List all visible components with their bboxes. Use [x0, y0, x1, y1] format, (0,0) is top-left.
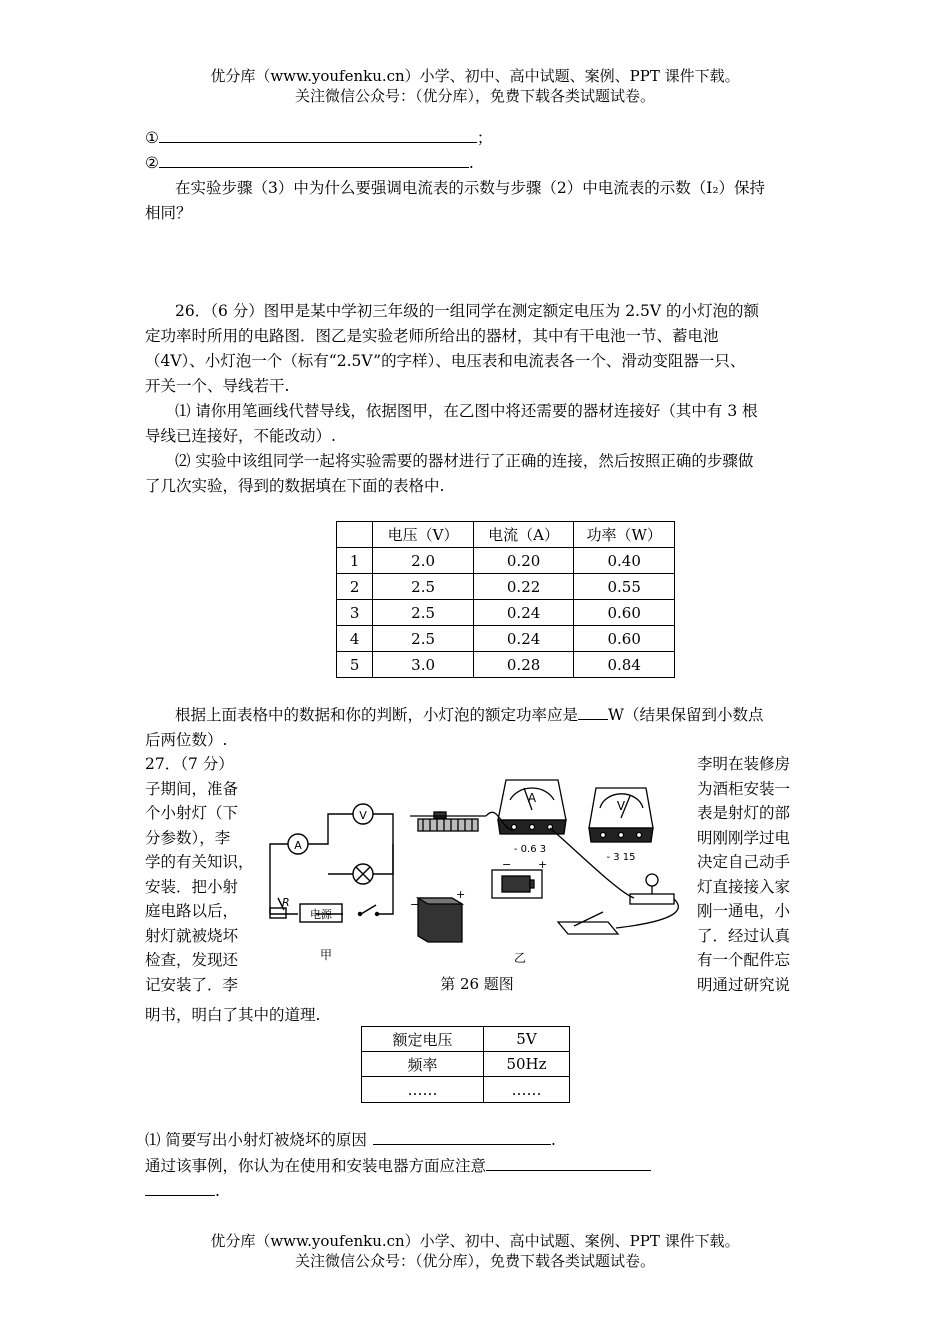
q27-part1: ⑴ 简要写出小射灯被烧坏的原因 . [145, 1131, 556, 1149]
table-row [337, 574, 675, 600]
rheostat-label: R [282, 896, 290, 909]
text-line: 27．（7 分） [145, 755, 234, 773]
q26-part2-line-2: 了几次实验，得到的数据填在下面的表格中. [145, 477, 445, 495]
q26-conclusion-line-2: 后两位数）. [145, 731, 228, 749]
text-line: 表是射灯的部 [697, 804, 791, 822]
dry-cell-icon [492, 870, 542, 898]
accumulator-minus: − [410, 898, 420, 911]
table-header-cell: 功率（W） [574, 522, 675, 548]
figure-caption: 第 26 题图 [440, 975, 514, 993]
ammeter-device-letter: A [527, 791, 537, 805]
header-line-2: 关注微信公众号：（优分库），免费下载各类试题试卷。 [294, 87, 655, 105]
q27-right-column [697, 752, 809, 997]
figure-label-jia: 甲 [319, 948, 333, 962]
voltmeter-device-letter: V [616, 799, 626, 813]
table-header-cell [337, 522, 373, 548]
table-cell: 额定电压 [362, 1027, 484, 1052]
text-line: 李明在装修房 [697, 755, 791, 773]
table-cell: 1 [337, 548, 373, 574]
q27-part2-line-1: 通过该事例，你认为在使用和安装电器方面应注意 [145, 1154, 810, 1178]
q26-intro-line-4: 开关一个、导线若干. [145, 377, 290, 395]
rheostat-device-icon [410, 812, 486, 831]
table-cell: 0.60 [574, 626, 675, 652]
lamp-device-icon [630, 874, 674, 904]
text-line: 记安装了．李 [145, 975, 239, 994]
table-cell: 2.5 [373, 600, 474, 626]
q26-part1-line-1: ⑴ 请你用笔画线代替导线，依据图甲，在乙图中将还需要的器材连接好（其中有 3 根 [175, 402, 758, 420]
table-cell: 0.60 [574, 600, 675, 626]
table-cell: 2.5 [373, 574, 474, 600]
table-cell: 0.55 [574, 574, 675, 600]
table-row [337, 600, 675, 626]
table-row [362, 1027, 570, 1052]
q25-question-line-1: 在实验步骤（3）中为什么要强调电流表的示数与步骤（2）中电流表的示数（I₂）保持 [175, 179, 766, 197]
footer-line-2: 关注微信公众号：（优分库），免费下载各类试题试卷。 [294, 1252, 655, 1270]
switch-device-icon [558, 912, 618, 934]
table-row [362, 1077, 570, 1103]
table-header-row [337, 522, 675, 548]
q26-part2-line-1: ⑵ 实验中该组同学一起将实验需要的器材进行了正确的连接，然后按照正确的步骤做 [175, 452, 754, 470]
text-line: 分参数），李 [145, 828, 231, 847]
text-line: 射灯就被烧坏 [145, 926, 239, 945]
text-line: 安装．把小射 [145, 877, 239, 896]
voltmeter-letter: V [359, 809, 367, 822]
q25-question-line-2: 相同？ [145, 204, 192, 222]
text-line: 明刚刚学过电 [697, 828, 791, 847]
table-cell: 50Hz [483, 1052, 569, 1077]
q27-spec-table [361, 1026, 570, 1103]
dry-cell-plus: + [538, 858, 548, 871]
table-header-cell: 电压（V） [373, 522, 474, 548]
table-cell: 0.20 [473, 548, 574, 574]
table-cell: 4 [337, 626, 373, 652]
accumulator-plus: + [456, 888, 466, 901]
table-cell: 2.0 [373, 548, 474, 574]
text-line: 为酒柜安装一 [697, 779, 791, 798]
table-cell: 2.5 [373, 626, 474, 652]
q26-intro-line-3: （4V）、小灯泡一个（标有“2.5V”的字样）、电压表和电流表各一个、滑动变阻器一只、 [145, 352, 746, 370]
q25-blank-1: ① ； [145, 129, 493, 147]
text-line: 有一个配件忘 [697, 951, 791, 969]
text-line: 灯直接接入家 [697, 877, 791, 896]
table-cell: …… [483, 1077, 569, 1103]
q26-part1-line-2: 导线已连接好，不能改动）. [145, 427, 336, 445]
q27-part2-line-2: . [145, 1179, 810, 1203]
table-cell: 0.84 [574, 652, 675, 678]
figure-label-yi: 乙 [513, 951, 527, 965]
text-line: 个小射灯（下 [145, 804, 239, 822]
table-cell: 频率 [362, 1052, 484, 1077]
voltmeter-device-icon [589, 788, 653, 842]
accumulator-icon [418, 898, 462, 942]
table-row [337, 626, 675, 652]
table-header-cell: 电流（A） [473, 522, 574, 548]
text-line: 学的有关知识， [145, 853, 254, 871]
text-line: 庭电路以后， [145, 902, 239, 920]
text-line: 明通过研究说 [697, 975, 791, 994]
q27-left-column [145, 752, 254, 997]
text-line: 子期间，准备 [145, 779, 239, 798]
q26-conclusion-line-1: 根据上面表格中的数据和你的判断，小灯泡的额定功率应是 W（结果保留到小数点 [175, 706, 764, 724]
power-source-label: 电源 [310, 908, 332, 921]
text-line: 刚一通电，小 [697, 902, 791, 920]
table-cell: 0.40 [574, 548, 675, 574]
table-cell: 0.22 [473, 574, 574, 600]
voltmeter-scale-label: - 3 15 [606, 852, 636, 863]
ammeter-device-icon [498, 780, 566, 834]
text-line: 检查，发现还 [145, 951, 239, 969]
text-line: 了．经过认真 [697, 926, 791, 945]
table-cell: 5 [337, 652, 373, 678]
dry-cell-minus: − [502, 858, 512, 871]
table-cell: 3 [337, 600, 373, 626]
table-cell: …… [362, 1077, 484, 1103]
header-line-1: 优分库（www.youfenku.cn）小学、初中、高中试题、案例、PPT 课件下载。 [210, 67, 740, 85]
table-cell: 0.24 [473, 626, 574, 652]
table-cell: 0.24 [473, 600, 574, 626]
table-row [362, 1052, 570, 1077]
table-cell: 0.28 [473, 652, 574, 678]
table-cell: 3.0 [373, 652, 474, 678]
q26-intro-line-2: 定功率时所用的电路图．图乙是实验老师所给出的器材，其中有干电池一节、蓄电池 [145, 327, 719, 345]
table-cell: 2 [337, 574, 373, 600]
q25-blank-2: ② . [145, 154, 474, 172]
table-row [337, 652, 675, 678]
q26-data-table [336, 521, 675, 678]
table-row [337, 548, 675, 574]
q27-last-line: 明书，明白了其中的道理. [145, 1006, 321, 1024]
table-cell: 5V [483, 1027, 569, 1052]
q26-intro-line-1: 26．（6 分）图甲是某中学初三年级的一组同学在测定额定电压为 2.5V 的小灯泡的额 [175, 302, 759, 320]
ammeter-letter: A [294, 839, 302, 852]
q26-figure [258, 772, 696, 972]
ammeter-scale-label: - 0.6 3 [513, 844, 547, 855]
footer-line-1: 优分库（www.youfenku.cn）小学、初中、高中试题、案例、PPT 课件下载。 [210, 1232, 740, 1250]
text-line: 决定自己动手 [697, 853, 791, 871]
